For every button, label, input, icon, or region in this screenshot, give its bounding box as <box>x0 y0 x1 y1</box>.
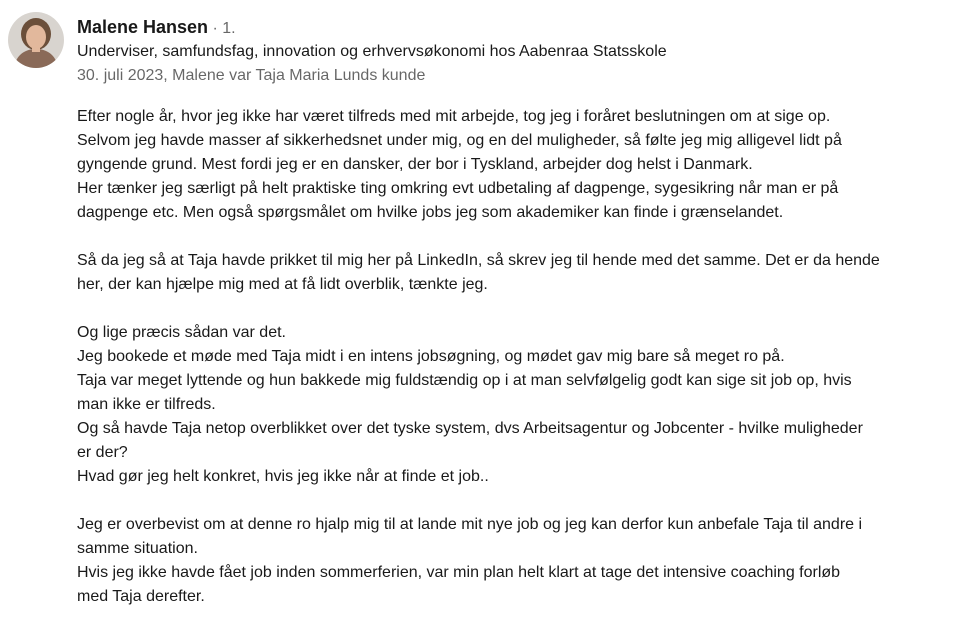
text-line: her, der kan hjælpe mig med at få lidt overblik, tænkte jeg. <box>77 276 488 293</box>
text-line: man ikke er tilfreds. <box>77 396 216 413</box>
text-line: Jeg bookede et møde med Taja midt i en intens jobsøgning, og mødet gav mig bare så meget ro på. <box>77 348 785 365</box>
reviewer-header <box>77 14 937 88</box>
text-line: gyngende grund. Mest fordi jeg er en dansker, der bor i Tyskland, arbejder dog helst i Danmark. <box>77 156 753 173</box>
paragraph-4 <box>77 513 945 609</box>
reviewer-name[interactable]: Malene Hansen <box>77 17 209 37</box>
paragraph-1 <box>77 105 945 225</box>
recommendation-meta: 30. juli 2023, Malene var Taja Maria Lunds kunde <box>77 67 426 84</box>
text-line: Efter nogle år, hvor jeg ikke har været tilfreds med mit arbejde, tog jeg i foråret beslutningen om at sige op. <box>77 108 831 125</box>
text-line: dagpenge etc. Men også spørgsmålet om hvilke jobs jeg som akademiker kan finde i grænselandet. <box>77 204 784 221</box>
paragraph-3 <box>77 321 945 489</box>
reviewer-headline: Underviser, samfundsfag, innovation og erhvervsøkonomi hos Aabenraa Statsskole <box>77 43 667 60</box>
text-line: samme situation. <box>77 540 198 557</box>
text-line: Jeg er overbevist om at denne ro hjalp mig til at lande mit nye job og jeg kan derfor kun anbefale Taja til andre i <box>77 516 863 533</box>
text-line: Taja var meget lyttende og hun bakkede mig fuldstændig op i at man selvfølgelig godt kan sige sit job op, hvis <box>77 372 852 389</box>
text-line: Selvom jeg havde masser af sikkerhedsnet under mig, og en del muligheder, så følte jeg mig alligevel lidt på <box>77 132 842 149</box>
text-line: Og lige præcis sådan var det. <box>77 324 286 341</box>
text-line: Og så havde Taja netop overblikket over det tyske system, dvs Arbeitsagentur og Jobcenter - hvilke muligheder <box>77 420 863 437</box>
connection-degree: · 1. <box>212 20 236 37</box>
name-line <box>77 14 937 40</box>
paragraph-2 <box>77 249 945 297</box>
text-line: Hvis jeg ikke havde fået job inden sommerferien, var min plan helt klart at tage det intensive coaching forløb <box>77 564 841 581</box>
text-line: er der? <box>77 444 128 461</box>
text-line: Så da jeg så at Taja havde prikket til mig her på LinkedIn, så skrev jeg til hende med det samme. Det er da hende <box>77 252 880 269</box>
text-line: Hvad gør jeg helt konkret, hvis jeg ikke når at finde et job.. <box>77 468 489 485</box>
text-line: med Taja derefter. <box>77 588 205 605</box>
avatar[interactable] <box>8 12 64 68</box>
text-line: Her tænker jeg særligt på helt praktiske ting omkring evt udbetaling af dagpenge, sygesikring når man er på <box>77 180 839 197</box>
profile-photo <box>8 12 64 68</box>
recommendation-text <box>77 105 945 633</box>
